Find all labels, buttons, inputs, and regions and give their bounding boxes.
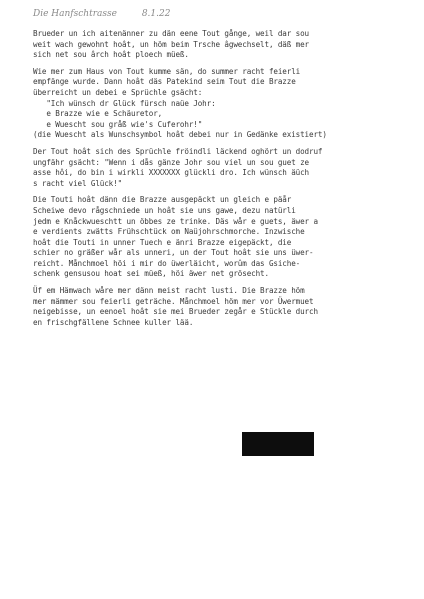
paragraph [33,286,418,328]
text-line: Der Tout hoât sich des Sprüchle fröindli läckend oghört un dodruf [33,146,323,156]
text-line: e Wuescht sou gråß wie's Cuferohr!" [33,119,203,129]
paragraph [33,195,418,280]
text-line: reicht. Månchmoel höi i mir do üwerläicht, worûm das Gsiche- [33,258,301,268]
text-line: hoât die Touti in unner Tuech e änri Brazze eigepäckt, die [33,237,292,247]
text-line: ungfähr gsächt: "Wenn i dås gänze Johr sou viel un sou guet ze [33,157,310,167]
paragraph [33,147,418,189]
text-line: überreicht un debei e Sprüchle gsächt: [33,87,203,97]
text-line: e Brazze wie e Schäuretor, [33,109,163,119]
text-line: (die Wuescht als Wunschsymbol hoât debei nur in Gedänke existiert) [33,130,327,140]
document-body [33,29,418,334]
header-title: Die Hanfschtrasse [33,9,117,19]
text-line: schenk gensusou hoat sei müeß, höi äwer net grösecht. [33,269,269,279]
text-line: Die Touti hoât dänn die Brazze ausgepäckt un gleich e päår [33,195,292,205]
text-line: mer mämmer sou feierli geträche. Månchmoel höm mer vor Üwermuet [33,296,314,306]
page-header [33,9,170,19]
text-line: Üf em Hämwach wåre mer dänn meist racht lusti. Die Brazze höm [33,286,305,296]
text-line: asse hôi, do bin i wirkli XXXXXXX glückli dro. Ich wünsch äüch [33,168,310,178]
text-line: schier no gräßer wår als unneri, un der Tout hoât sie uns üwer- [33,248,314,258]
text-line: e verdients zwätts Frühschtück om Naüjohrschmorche. Inzwische [33,227,305,237]
text-line: sich net sou ârch hoât ploech müeß. [33,50,189,60]
header-date: 8.1.22 [141,9,171,19]
text-line: "Ich wünsch dr Glück fürsch naüe Johr: [33,98,216,108]
paragraph [33,67,418,141]
text-line: empfänge wurde. Dann hoât däs Patekind seim Tout die Brazze [33,77,296,87]
text-line: en frischgfällene Schnee kuller lää. [33,317,194,327]
paragraph [33,29,418,61]
redaction-box [242,432,314,456]
text-line: weit wach gewohnt hoât, un höm beim Trsche âgwechselt, däß mer [33,39,310,49]
text-line: Wie mer zum Haus von Tout kumme sän, do summer racht feierli [33,66,301,76]
text-line: neigebisse, un eenoel hoât sie mei Brueder zegår e Stückle durch [33,307,318,317]
text-line: s racht viel Glück!" [33,178,123,188]
text-line: Scheiwe devo rågschniede un hoât sie uns gawe, dezu natürli [33,205,296,215]
text-line: jedm e Knåckwueschtt un öbbes ze trinke. Däs wår e guets, äwer a [33,216,318,226]
text-line: Brueder un ich aitenänner zu dän eene Tout gånge, weil dar sou [33,29,310,38]
